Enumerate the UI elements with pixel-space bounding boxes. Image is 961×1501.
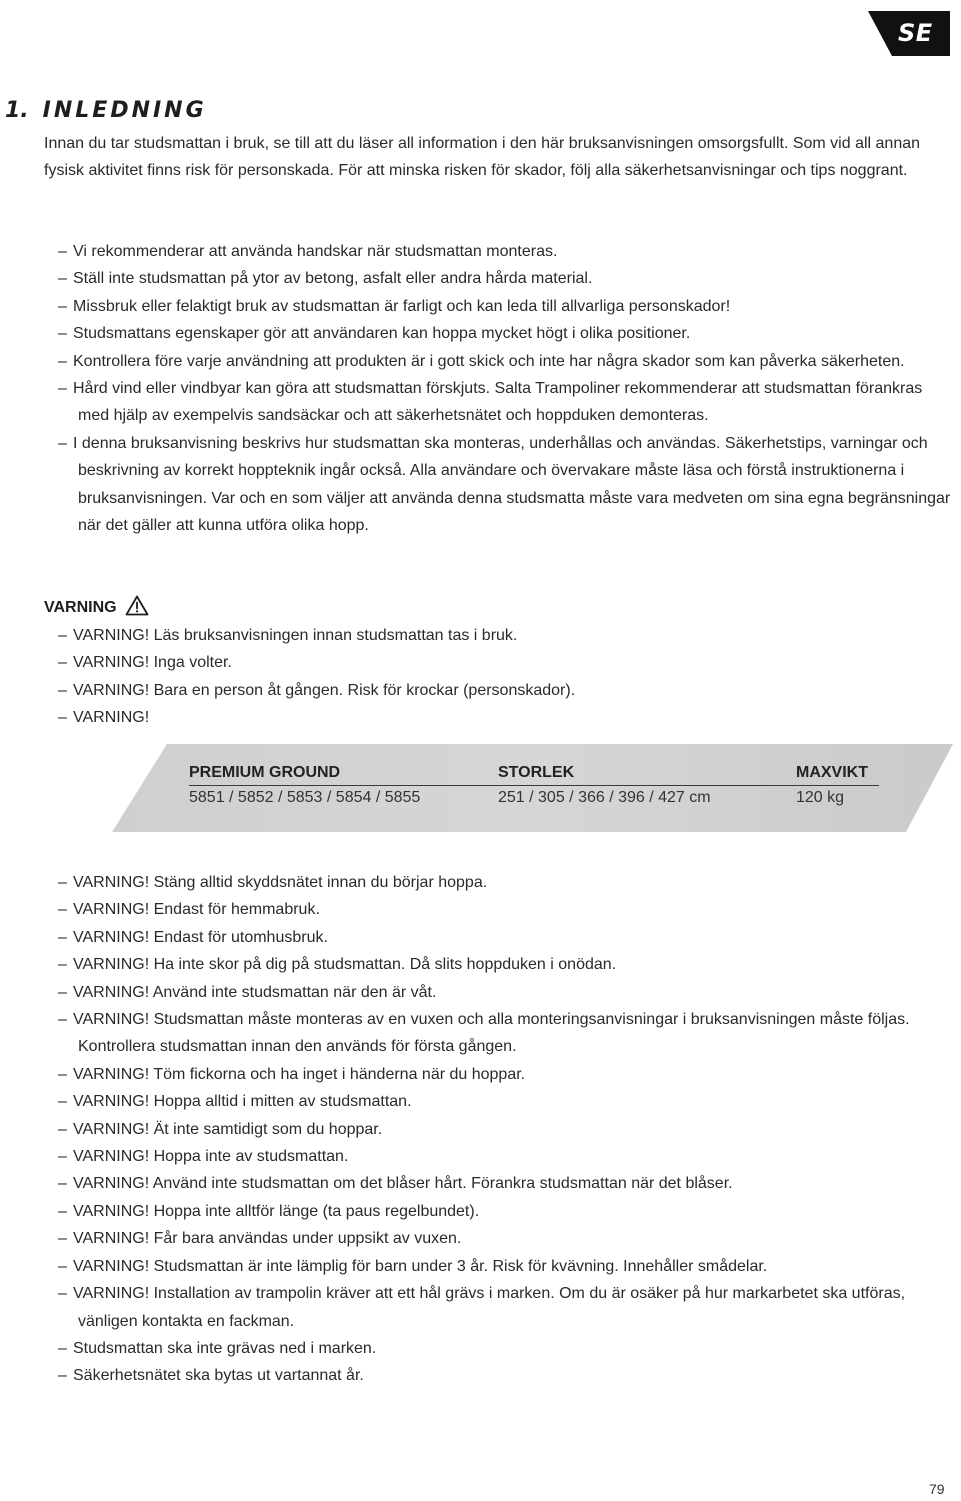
page-number: 79 xyxy=(929,1481,945,1497)
section-heading xyxy=(5,98,207,123)
warning-list-before xyxy=(58,622,953,732)
list-item: – VARNING! Endast för utomhusbruk. xyxy=(58,924,953,951)
warning-list-after xyxy=(58,869,953,1390)
list-item: – Ställ inte studsmattan på ytor av betong, asfalt eller andra hårda material. xyxy=(58,265,953,292)
list-item: – VARNING! Studsmattan måste monteras av en vuxen och alla monteringsanvisningar i bruksanvisningen måste följas. Kontrollera studsmattan innan den används för första gången. xyxy=(58,1006,953,1061)
spec-weight-value: 120 kg xyxy=(796,789,845,806)
warning-heading xyxy=(44,595,149,621)
spec-header-divider xyxy=(189,785,879,786)
spec-weight-header: MAXVIKT xyxy=(796,764,868,781)
list-item: – VARNING! Installation av trampolin kräver att ett hål grävs i marken. Om du är osäker på hur markarbetet ska utföras, vänligen kontakta en fackman. xyxy=(58,1280,953,1335)
list-item: – VARNING! Hoppa inte av studsmattan. xyxy=(58,1143,953,1170)
language-badge-label: SE xyxy=(898,19,933,47)
language-badge xyxy=(866,11,950,56)
list-item: – VARNING! Endast för hemmabruk. xyxy=(58,896,953,923)
list-item: – Hård vind eller vindbyar kan göra att studsmattan förskjuts. Salta Trampoliner rekommenderar att studsmattan förankras med hjälp av exempelvis sandsäckar och att säkerhetsnätet och hoppduken demonteras. xyxy=(58,375,953,430)
list-item: – VARNING! Använd inte studsmattan om det blåser hårt. Förankra studsmattan när det blåser. xyxy=(58,1170,953,1197)
list-item: – VARNING! Ha inte skor på dig på studsmattan. Då slits hoppduken i onödan. xyxy=(58,951,953,978)
list-item: – VARNING! Bara en person åt gången. Risk för krockar (personskador). xyxy=(58,677,953,704)
list-item: – VARNING! Hoppa inte alltför länge (ta paus regelbundet). xyxy=(58,1198,953,1225)
list-item: – Studsmattans egenskaper gör att användaren kan hoppa mycket högt i olika positioner. xyxy=(58,320,953,347)
list-item: – VARNING! Får bara användas under uppsikt av vuxen. xyxy=(58,1225,953,1252)
intro-paragraph: Innan du tar studsmattan i bruk, se till att du läser all information i den här bruksanvisningen omsorgsfullt. Som vid all annan fysisk aktivitet finns risk för personskada. För att minska risken för skador, följ alla säkerhetsanvisningar och tips noggrant. xyxy=(44,135,921,180)
list-item: – VARNING! Ät inte samtidigt som du hoppar. xyxy=(58,1116,953,1143)
warning-triangle-icon xyxy=(125,595,149,621)
section-number: 1. xyxy=(5,98,29,123)
spec-model-value: 5851 / 5852 / 5853 / 5854 / 5855 xyxy=(189,789,421,806)
list-item: – Säkerhetsnätet ska bytas ut vartannat år. xyxy=(58,1362,953,1389)
list-item: – Missbruk eller felaktigt bruk av studsmattan är farligt och kan leda till allvarliga personskador! xyxy=(58,293,953,320)
spec-size-value: 251 / 305 / 366 / 396 / 427 cm xyxy=(498,789,711,806)
list-item: – VARNING! Töm fickorna och ha inget i händerna när du hoppar. xyxy=(58,1061,953,1088)
list-item: – VARNING! Studsmattan är inte lämplig för barn under 3 år. Risk för kvävning. Innehåller smådelar. xyxy=(58,1253,953,1280)
intro-bullet-list xyxy=(58,238,953,539)
list-item: – Studsmattan ska inte grävas ned i marken. xyxy=(58,1335,953,1362)
warning-heading-label: VARNING xyxy=(44,599,117,616)
list-item: – VARNING! Hoppa alltid i mitten av studsmattan. xyxy=(58,1088,953,1115)
spec-model-header: PREMIUM GROUND xyxy=(189,764,341,781)
spec-size-header: STORLEK xyxy=(498,764,575,781)
list-item: – VARNING! Stäng alltid skyddsnätet innan du börjar hoppa. xyxy=(58,869,953,896)
list-item: – Kontrollera före varje användning att produkten är i gott skick och inte har några skador som kan påverka säkerheten. xyxy=(58,348,953,375)
list-item: – VARNING! Använd inte studsmattan när den är våt. xyxy=(58,979,953,1006)
list-item: – I denna bruksanvisning beskrivs hur studsmattan ska monteras, underhållas och användas. Säkerhetstips, varningar och beskrivning av korrekt hoppteknik ingår också. Alla användare och övervakare måste läsa och förstå instruktionerna i bruksanvisningen. Var och en som väljer att använda denna studsmatta måste vara medveten om sina egna begränsningar när det gäller att kunna utföra olika hopp. xyxy=(58,430,953,540)
section-title: INLEDNING xyxy=(42,98,207,123)
list-item: – VARNING! xyxy=(58,704,953,731)
spec-band xyxy=(0,742,961,834)
list-item: – VARNING! Inga volter. xyxy=(58,649,953,676)
list-item: – VARNING! Läs bruksanvisningen innan studsmattan tas i bruk. xyxy=(58,622,953,649)
list-item: – Vi rekommenderar att använda handskar när studsmattan monteras. xyxy=(58,238,953,265)
